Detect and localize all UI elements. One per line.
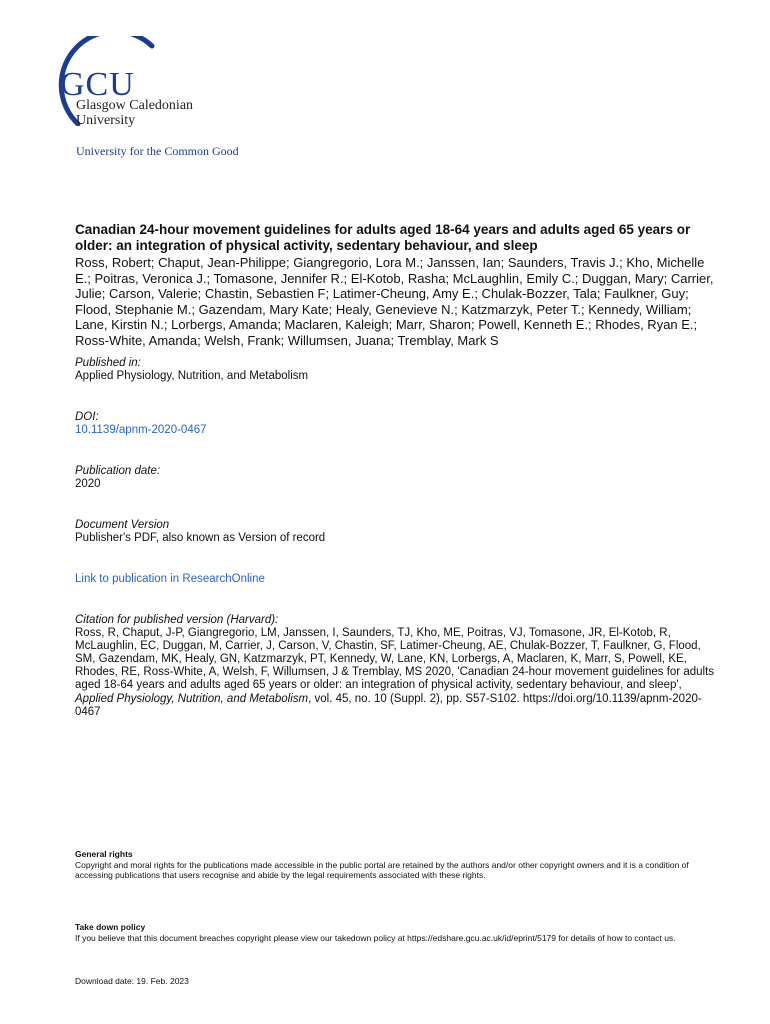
publication-date-label: Publication date: [75,464,161,477]
document-version-value: Publisher's PDF, also known as Version of record [75,531,326,544]
citation-text [75,627,715,719]
logo-name-line2: University [76,113,136,128]
takedown-text: If you believe that this document breaches copyright please view our takedown policy at https://edshare.gcu.ac.uk/id/eprint/5179 for details of how to contact us. [75,932,676,943]
general-rights-text: Copyright and moral rights for the publications made accessible in the public portal are retained by the authors and/or other copyright owners and it is a condition of accessing publications that users recognise and abide by the legal requirements associated with these rights. [75,859,689,880]
research-online-section [75,573,715,586]
paper-title: Canadian 24-hour movement guidelines for adults aged 18-64 years and adults aged 65 years or older: an integration of physical activity, sedentary behaviour, and sleep [75,222,691,253]
published-in-section [75,357,715,383]
publication-date-value: 2020 [75,477,101,490]
document-version-label: Document Version [75,518,170,531]
citation-label: Citation for published version (Harvard): [75,613,279,626]
doi-section [75,411,715,437]
gcu-logo [40,36,260,126]
published-in-value: Applied Physiology, Nutrition, and Metabolism [75,369,309,382]
logo-abbreviation: GCU [60,66,135,103]
logo-name-line1: Glasgow Caledonian [76,98,194,113]
document-body [75,222,715,719]
logo-university-name [76,98,193,128]
citation-section [75,614,715,719]
general-rights-heading: General rights [75,849,133,859]
citation-tail: , vol. 45, no. 10 (Suppl. 2), pp. S57-S102. https://doi.org/10.1139/apnm-2020-0467 [75,692,702,718]
general-rights-section [75,849,725,881]
citation-journal: Applied Physiology, Nutrition, and Metabolism [75,692,309,705]
research-online-link[interactable]: Link to publication in ResearchOnline [75,572,265,585]
download-date: Download date: 19. Feb. 2023 [75,976,189,986]
takedown-heading: Take down policy [75,922,146,932]
takedown-section [75,922,725,943]
paper-authors: Ross, Robert; Chaput, Jean-Philippe; Giangregorio, Lora M.; Janssen, Ian; Saunders, Travis J.; Kho, Michelle E.; Poitras, Veronica J.; Tomasone, Jennifer R.; El-Kotob, Rasha; McLaughlin, Emily C.; Duggan, Mary; Carrier, Julie; Carson, Valerie; Chastin, Sebastien F; Latimer-Cheung, Amy E.; Chulak-Bozzer, Tala; Faulkner, Guy; Flood, Stephanie M.; Gazendam, Mary Kate; Healy, Genevieve N.; Katzmarzyk, Peter T.; Kennedy, William; Lane, Kirstin N.; Lorbergs, Amanda; Maclaren, Kaleigh; Marr, Sharon; Powell, Kenneth E.; Rhodes, Ryan E.; Ross-White, Amanda; Welsh, Frank; Willumsen, Juana; Tremblay, Mark S [75,255,714,348]
published-in-label: Published in: [75,356,141,369]
publication-date-section [75,465,715,491]
doi-label: DOI: [75,410,99,423]
doi-link[interactable]: 10.1139/apnm-2020-0467 [75,423,207,436]
citation-body: Ross, R, Chaput, J-P, Giangregorio, LM, Janssen, I, Saunders, TJ, Kho, ME, Poitras, VJ, Tomasone, JR, El-Kotob, R, McLaughlin, EC, Duggan, M, Carrier, J, Carson, V, Chastin, SF, Latimer-Cheung, AE, Chulak-Bozzer, T, Faulkner, G, Flood, SM, Gazendam, MK, Healy, GN, Katzmarzyk, PT, Kennedy, W, Lane, KN, Lorbergs, A, Maclaren, K, Marr, S, Powell, KE, Rhodes, RE, Ross-White, A, Welsh, F, Willumsen, J & Tremblay, MS 2020, 'Canadian 24-hour movement guidelines for adults aged 18-64 years and adults aged 65 years or older: an integration of physical activity, sedentary behaviour, and sleep', [75,626,715,692]
logo-tagline: University for the Common Good [76,144,239,158]
document-version-section [75,519,715,545]
